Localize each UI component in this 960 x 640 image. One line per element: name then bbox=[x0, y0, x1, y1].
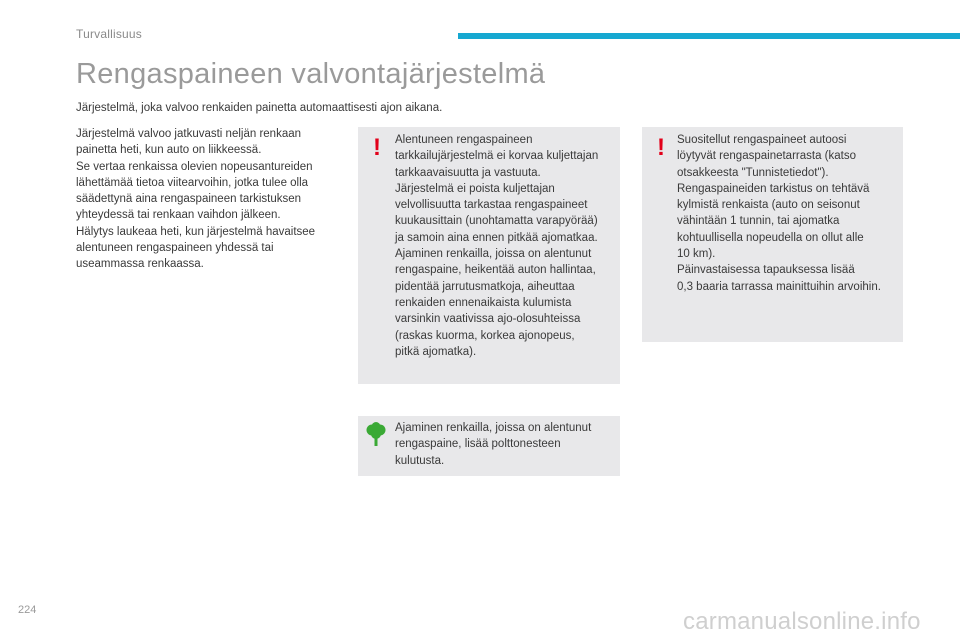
warning-text bbox=[395, 132, 617, 360]
text-line: yhteydessä tai renkaan vaihdon jälkeen. bbox=[76, 209, 281, 222]
page-title: Rengaspaineen valvontajärjestelmä bbox=[76, 58, 546, 90]
text-line: Rengaspaineiden tarkistus on tehtävä bbox=[677, 182, 870, 195]
text-line: pitkä ajomatka). bbox=[395, 345, 477, 358]
exclamation-warning-icon: ! bbox=[657, 134, 665, 161]
text-line: Se vertaa renkaissa olevien nopeusantureiden bbox=[76, 160, 313, 173]
eco-tree-icon-svg bbox=[365, 422, 387, 448]
text-line: Ajaminen renkailla, joissa on alentunut bbox=[395, 422, 592, 434]
text-line: otsakkeesta "Tunnistetiedot"). bbox=[677, 166, 829, 179]
warning-box-tire-monitoring bbox=[358, 127, 620, 384]
text-line: lähettämää tietoa viitearvoihin, jotka tulee olla bbox=[76, 176, 309, 189]
text-line: vähintään 1 tunnin, tai ajomatka bbox=[677, 215, 840, 228]
text-line: alentuneen rengaspaineen yhdessä tai bbox=[76, 242, 274, 255]
warning-box-recommended-pressure bbox=[642, 127, 903, 342]
text-line: Järjestelmä valvoo jatkuvasti neljän renkaan bbox=[76, 128, 302, 140]
text-line: varsinkin vaativissa ajo-olosuhteissa bbox=[395, 313, 581, 326]
header-accent-bar bbox=[458, 33, 960, 39]
text-line: kuukausittain (unohtamatta varapyörää) bbox=[395, 215, 598, 228]
text-line: Päinvastaisessa tapauksessa lisää bbox=[677, 264, 855, 277]
text-line: kylmistä renkaista (auto on seisonut bbox=[677, 199, 860, 212]
section-label: Turvallisuus bbox=[76, 27, 142, 41]
text-line: (raskas kuorma, korkea ajonopeus, bbox=[395, 329, 575, 342]
text-line: 10 km). bbox=[677, 248, 716, 261]
text-line: Alentuneen rengaspaineen bbox=[395, 134, 533, 146]
page-number: 224 bbox=[18, 604, 37, 616]
watermark: carmanualsonline.info bbox=[683, 608, 921, 635]
text-line: renkaiden ennenaikaista kulumista bbox=[395, 296, 572, 309]
eco-info-box bbox=[358, 416, 620, 476]
text-line: Suositellut rengaspaineet autoosi bbox=[677, 134, 847, 146]
text-line: painetta heti, kun auto on liikkeessä. bbox=[76, 144, 262, 157]
text-line: rengaspaine, heikentää auton hallintaa, bbox=[395, 264, 596, 277]
text-line: tarkkailujärjestelmä ei korvaa kuljettajan bbox=[395, 150, 599, 163]
text-line: 0,3 baaria tarrassa mainittuihin arvoihin. bbox=[677, 280, 881, 293]
intro-text: Järjestelmä, joka valvoo renkaiden painetta automaattisesti ajon aikana. bbox=[76, 102, 443, 114]
text-line: säädettynä aina rengaspaineen tarkistuksen bbox=[76, 193, 302, 206]
warning-text bbox=[677, 132, 899, 295]
text-line: Ajaminen renkailla, joissa on alentunut bbox=[395, 248, 592, 261]
eco-tree-icon bbox=[365, 422, 387, 448]
eco-text bbox=[395, 420, 615, 469]
text-line: velvollisuutta tarkastaa rengaspaineet bbox=[395, 199, 588, 212]
left-column-text bbox=[76, 126, 346, 273]
exclamation-warning-icon: ! bbox=[373, 134, 381, 161]
text-line: kohtuullisella nopeudella on ollut alle bbox=[677, 231, 864, 244]
text-line: pidentää jarrutusmatkoja, aiheuttaa bbox=[395, 280, 575, 293]
text-line: useammassa renkaassa. bbox=[76, 258, 204, 271]
text-line: kulutusta. bbox=[395, 454, 445, 467]
text-line: tarkkaavaisuutta ja vastuuta. bbox=[395, 166, 541, 179]
text-line: rengaspaine, lisää polttonesteen bbox=[395, 438, 561, 451]
text-line: Hälytys laukeaa heti, kun järjestelmä havaitsee bbox=[76, 225, 316, 238]
text-line: ja samoin aina ennen pitkää ajomatkaa. bbox=[395, 231, 598, 244]
text-line: Järjestelmä ei poista kuljettajan bbox=[395, 182, 555, 195]
text-line: löytyvät rengaspainetarrasta (katso bbox=[677, 150, 856, 163]
